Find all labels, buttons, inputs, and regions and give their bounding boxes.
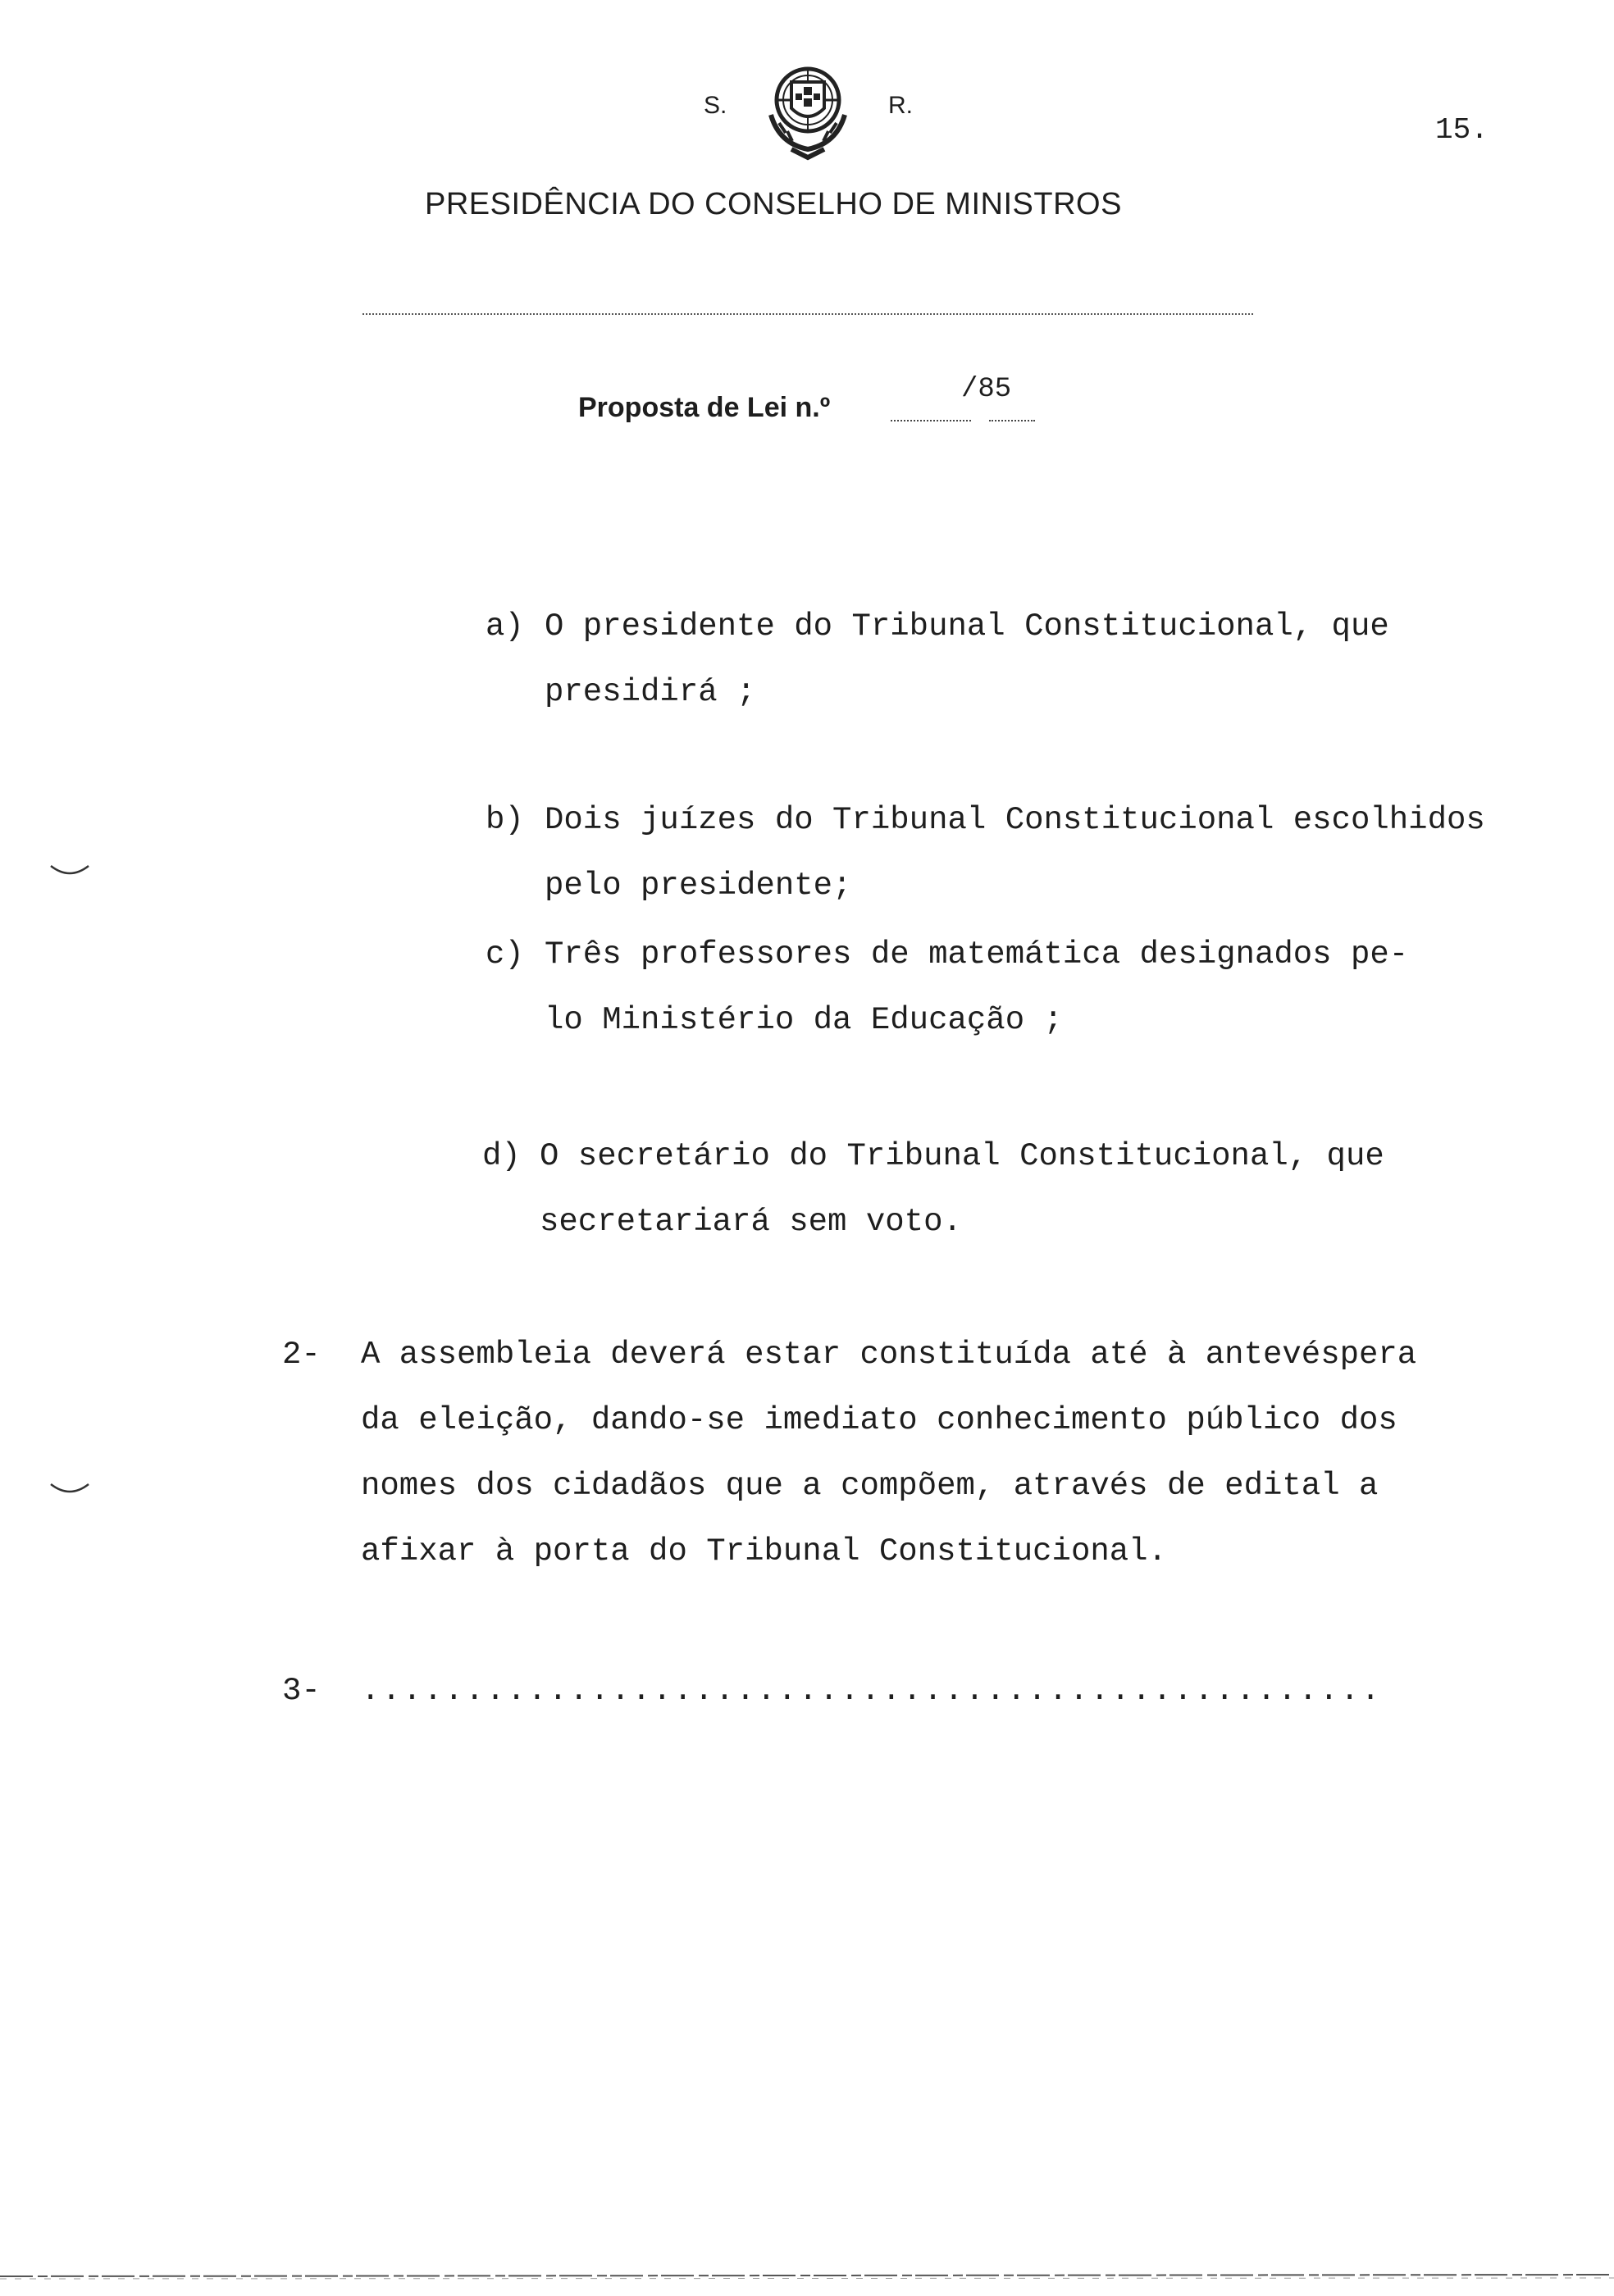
item-a-line-1: O presidente do Tribunal Constitucional, que [545,608,1389,645]
page-number: 15. [1435,113,1489,147]
binder-mark-icon [49,863,90,879]
paragraph-2-line-3: nomes dos cidadãos que a compõem, através de edital a [361,1468,1379,1504]
item-b-label: b) [486,802,524,838]
item-a-label: a) [486,608,524,645]
proposta-label: Proposta de Lei n.º [578,392,831,423]
paragraph-2-line-1: A assembleia deverá estar constituída até à antevéspera [361,1337,1417,1373]
proposta-number-blank [891,420,971,421]
item-c-label: c) [486,936,524,973]
item-c-line-1: Três professores de matemática designados pe- [545,936,1409,973]
proposta-year-blank [989,420,1035,421]
letterhead-right-letter: R. [888,92,913,119]
binder-mark-icon [49,1481,90,1497]
paragraph-2-line-2: da eleição, dando-se imediato conhecimento público dos [361,1402,1397,1438]
scan-edge-line [0,2270,1614,2283]
item-d-label: d) [482,1138,521,1174]
paragraph-2-line-4: afixar à porta do Tribunal Constitucional. [361,1533,1167,1569]
item-b-line-2: pelo presidente; [545,868,852,904]
letterhead-left-letter: S. [704,92,727,119]
paragraph-2-label: 2- [282,1337,321,1373]
paragraph-3-label: 3- [282,1673,321,1709]
proposta-number: /85 [961,374,1012,405]
coat-of-arms-icon [763,57,853,164]
dotted-separator [362,313,1253,315]
item-c-line-2: lo Ministério da Educação ; [545,1002,1063,1038]
paragraph-3-dots: ................................................. [361,1673,1382,1709]
item-d-line-1: O secretário do Tribunal Constitucional, que [540,1138,1384,1174]
item-d-line-2: secretariará sem voto. [540,1204,962,1240]
item-b-line-1: Dois juízes do Tribunal Constitucional escolhidos [545,802,1485,838]
ministry-heading: PRESIDÊNCIA DO CONSELHO DE MINISTROS [425,187,1122,221]
item-a-line-2: presidirá ; [545,674,756,710]
